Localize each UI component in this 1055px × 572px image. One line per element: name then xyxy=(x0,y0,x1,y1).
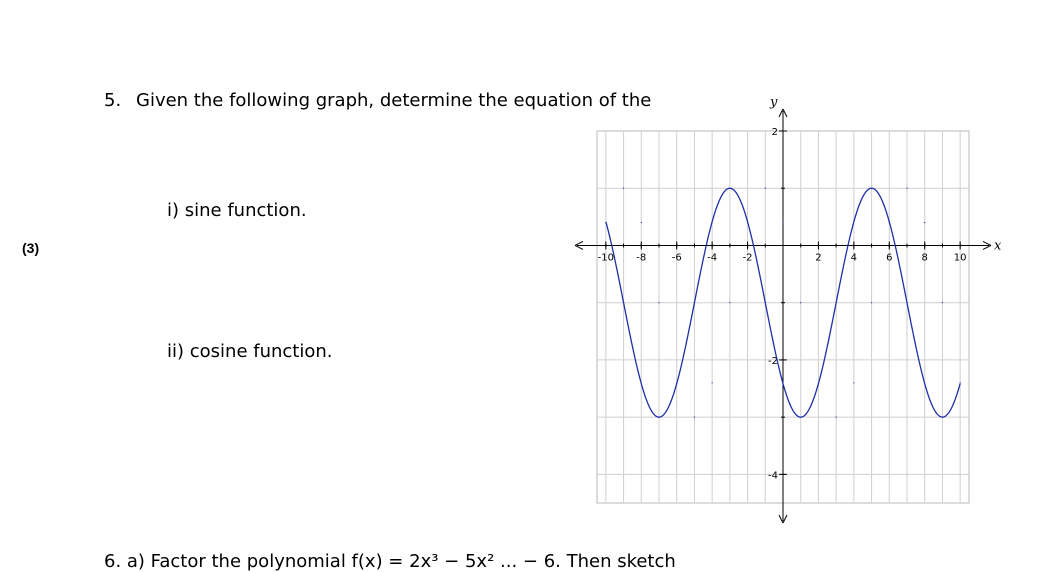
question-number: 5. xyxy=(104,90,122,111)
curve-point xyxy=(836,417,837,418)
y-tick-label: 2 xyxy=(771,127,778,138)
marks-label: (3) xyxy=(22,240,40,256)
curve-point xyxy=(623,188,624,189)
y-tick-label: -4 xyxy=(768,470,778,482)
x-axis-label: x xyxy=(994,238,1002,254)
curve-point xyxy=(942,302,943,303)
curve-point xyxy=(782,222,783,223)
y-tick-label: -2 xyxy=(768,355,778,367)
curve-point xyxy=(676,382,677,383)
x-tick-label: 2 xyxy=(815,252,822,264)
x-tick-label: -6 xyxy=(671,252,682,264)
next-question-cutoff: 6. a) Factor the polynomial f(x) = 2x³ − 5x² ... − 6. Then sketch xyxy=(104,551,676,572)
curve-point xyxy=(729,302,730,303)
curve-point xyxy=(747,222,748,223)
curve-point xyxy=(641,222,642,223)
question-text: Given the following graph, determine the equation of the xyxy=(136,90,652,111)
curve-point xyxy=(960,382,961,383)
y-axis-label: y xyxy=(770,95,778,110)
curve-point xyxy=(853,382,854,383)
x-tick-label: 8 xyxy=(921,252,928,264)
x-tick-label: -2 xyxy=(742,252,753,264)
curve-point xyxy=(818,382,819,383)
curve-point xyxy=(906,188,907,189)
x-tick-label: -8 xyxy=(636,252,647,264)
curve-point xyxy=(924,222,925,223)
x-tick-label: 4 xyxy=(850,252,858,264)
x-tick-label: -10 xyxy=(597,252,615,264)
curve-point xyxy=(765,188,766,189)
curve-point xyxy=(889,222,890,223)
curve-point xyxy=(694,417,695,418)
x-tick-label: 6 xyxy=(886,252,893,264)
curve-point xyxy=(712,382,713,383)
part-ii-cosine: ii) cosine function. xyxy=(167,341,333,362)
curve-point xyxy=(800,302,801,303)
curve-point xyxy=(658,302,659,303)
curve-point xyxy=(871,302,872,303)
curve-point xyxy=(605,222,606,223)
part-i-sine: i) sine function. xyxy=(167,200,307,221)
x-tick-label: 10 xyxy=(953,252,967,264)
x-tick-label: -4 xyxy=(707,252,718,264)
